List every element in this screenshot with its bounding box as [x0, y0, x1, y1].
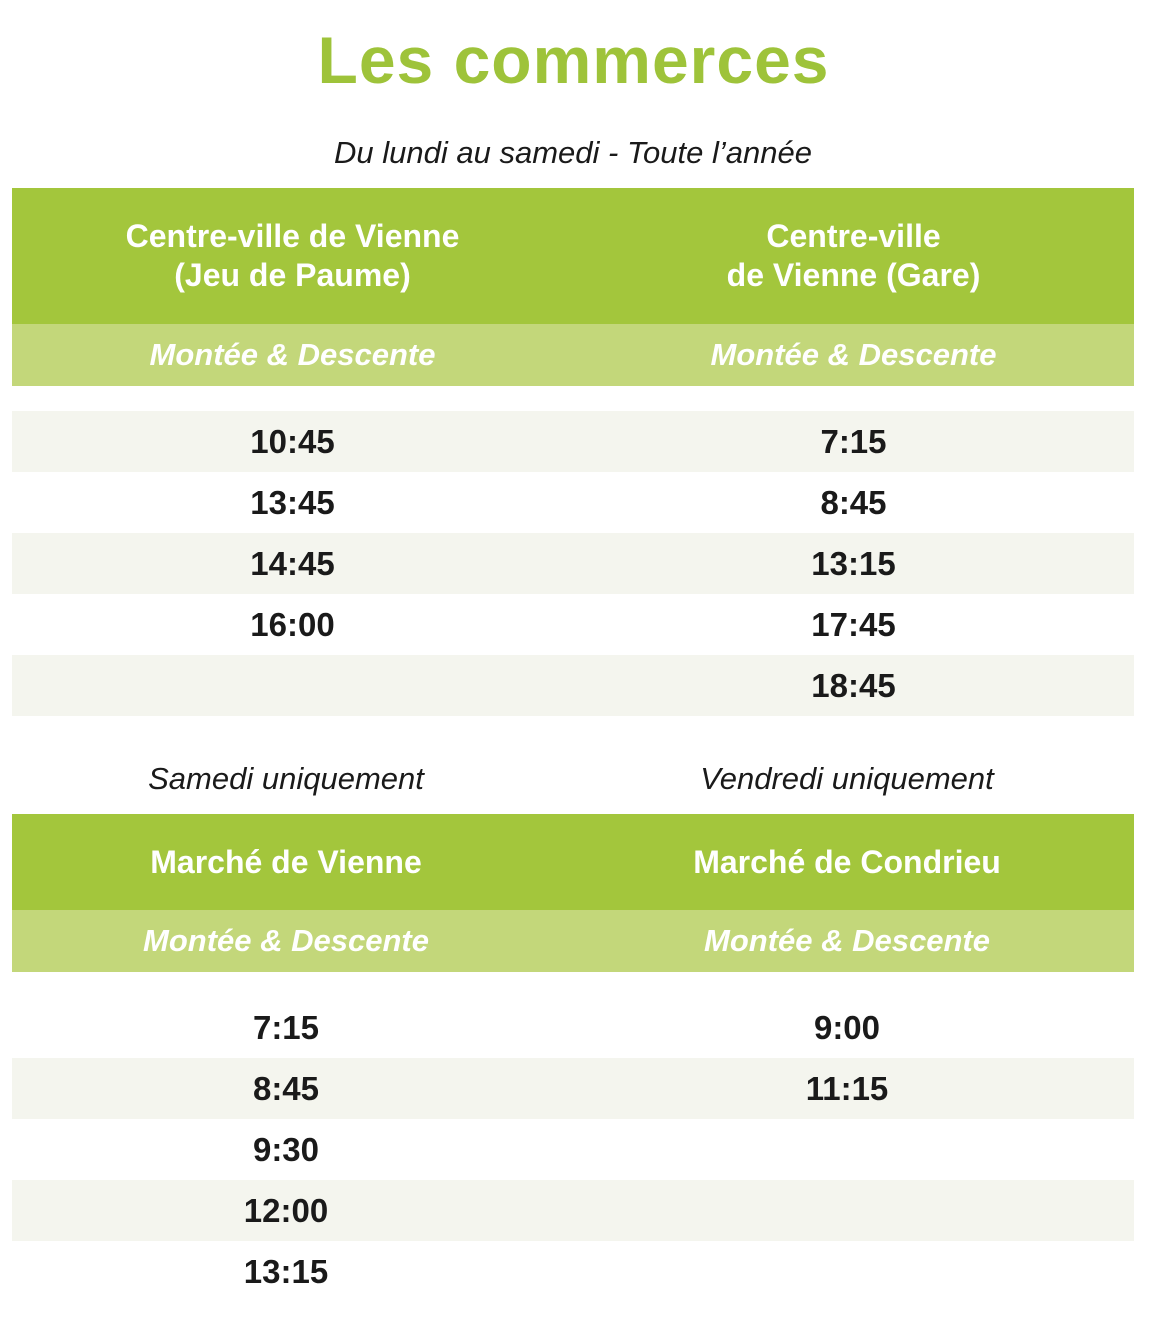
subheader-marche-condrieu: Montée & Descente [704, 923, 990, 958]
table-header [12, 814, 1134, 910]
subheader-gare: Montée & Descente [710, 337, 997, 372]
column-header-marche-vienne: Marché de Vienne [150, 843, 422, 880]
time-cell: 13:45 [250, 483, 335, 521]
time-cell: 7:15 [252, 1008, 320, 1046]
page-title: Les commerces [317, 23, 830, 97]
table-row [12, 472, 1134, 533]
table-row [12, 594, 1134, 655]
table-row [12, 997, 1134, 1058]
table-row [12, 1241, 1134, 1302]
column-header-jeu-de-paume: Centre-ville de Vienne (Jeu de Paume) [125, 218, 460, 293]
weekday-caption: Du lundi au samedi - Toute l’année [334, 135, 812, 170]
table-row [12, 1058, 1134, 1119]
time-cell: 11:15 [805, 1069, 889, 1107]
time-cell: 13:15 [243, 1252, 329, 1290]
table-row [12, 1180, 1134, 1241]
time-cell: 9:30 [252, 1130, 320, 1168]
time-cell: 14:45 [250, 544, 335, 582]
column-header-marche-condrieu: Marché de Condrieu [693, 843, 1001, 880]
time-cell [560, 1119, 1134, 1180]
time-cell: 9:00 [813, 1008, 881, 1046]
column-header-gare: Centre-ville de Vienne (Gare) [726, 218, 981, 293]
time-cell [560, 1180, 1134, 1241]
time-cell [560, 1241, 1134, 1302]
weekday-schedule-table [12, 188, 1134, 716]
table-row [12, 655, 1134, 716]
table-spacer [12, 386, 1134, 411]
market-schedule-table [12, 814, 1134, 1302]
time-cell: 7:15 [820, 422, 887, 460]
time-cell: 16:00 [250, 605, 335, 643]
table-subheader [12, 324, 1134, 386]
table-spacer [12, 972, 1134, 997]
table-subheader [12, 910, 1134, 972]
time-cell: 17:45 [811, 605, 896, 643]
subheader-jeu-de-paume: Montée & Descente [149, 337, 436, 372]
table-row [12, 411, 1134, 472]
saturday-caption: Samedi uniquement [148, 761, 424, 796]
time-cell [12, 655, 573, 716]
time-cell: 12:00 [243, 1191, 329, 1229]
time-cell: 10:45 [250, 422, 335, 460]
table-row [12, 1119, 1134, 1180]
friday-caption: Vendredi uniquement [700, 761, 994, 796]
time-cell: 18:45 [811, 666, 896, 704]
time-cell: 13:15 [811, 544, 896, 582]
subheader-marche-vienne: Montée & Descente [143, 923, 429, 958]
time-cell: 8:45 [252, 1069, 320, 1107]
table-row [12, 533, 1134, 594]
time-cell: 8:45 [820, 483, 887, 521]
table-header [12, 188, 1134, 324]
